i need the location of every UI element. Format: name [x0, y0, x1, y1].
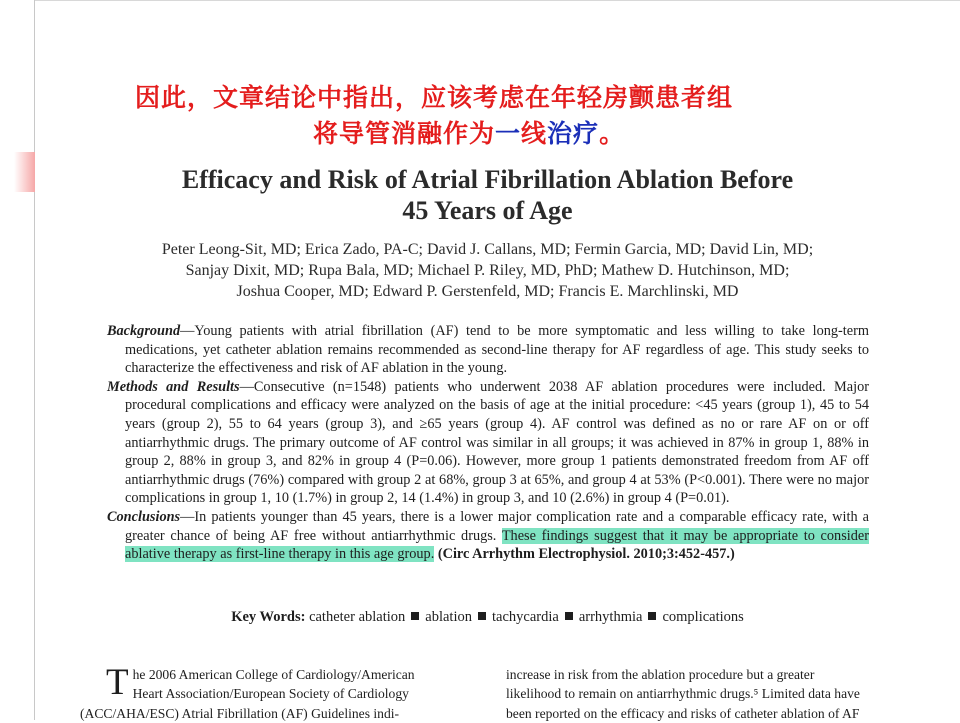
annotation-blue-segment: 治疗: [547, 119, 600, 148]
annotation-segment: 将导管消融作为: [313, 119, 496, 148]
body-column-left: [80, 662, 468, 723]
author-line: Sanjay Dixit, MD; Rupa Bala, MD; Michael P. Riley, MD, PhD; Mathew D. Hutchinson, MD;: [185, 262, 790, 279]
body-line: likelihood to remain on antiarrhythmic drugs.⁵ Limited data have: [506, 686, 860, 702]
keyword: catheter ablation: [309, 609, 406, 625]
author-list: [100, 239, 875, 302]
author-line: Joshua Cooper, MD; Edward P. Gerstenfeld, MD; Francis E. Marchlinski, MD: [236, 283, 739, 300]
keyword: complications: [662, 609, 744, 625]
body-line: he 2006 American College of Cardiology/American: [132, 667, 415, 682]
methods-text: —Consecutive (n=1548) patients who underwent 2038 AF ablation procedures were included. Major procedural complications and efficacy were analyzed on the basis of age at the initial procedure: <45 years (group 1), 45 to 54 years (group 2), 55 to 64 years (group 3), and ≥65 years (group 4). AF control was defined as no or rare AF on or off antiarrhythmic drugs. The primary outcome of AF control was similar in all groups; it was achieved in 87% in group 1, 88% in group 2, 88% in group 3, and 82% in group 4 (P=0.06). However, more group 1 patients demonstrated freedom from AF off antiarrhythmic drugs (76%) compared with group 2 at 68%, group 3 at 65%, and group 4 at 53% (P<0.001). There were no major complications in group 1, 10 (1.7%) in group 2, 14 (1.4%) in group 3, and 10 (2.6%) in group 4 (P=0.01).: [125, 378, 869, 507]
keyword: tachycardia: [492, 609, 559, 625]
abstract-background: [107, 322, 869, 378]
annotation-segment: 。: [599, 119, 626, 148]
citation: (Circ Arrhythm Electrophysiol. 2010;3:452-457.): [437, 546, 735, 563]
abstract-conclusions: [107, 508, 869, 564]
drop-cap: T: [106, 662, 129, 703]
keyword: arrhythmia: [578, 609, 643, 625]
square-bullet-icon: [565, 612, 573, 620]
annotation-blue-segment: 一: [495, 119, 522, 148]
square-bullet-icon: [478, 612, 486, 620]
chinese-annotation-line2: [313, 114, 625, 150]
square-bullet-icon: [411, 612, 419, 620]
body-line: (ACC/AHA/ESC) Atrial Fibrillation (AF) Guidelines indi-: [80, 705, 400, 721]
red-side-marker: [14, 152, 35, 192]
body-line: been reported on the efficacy and risks of catheter ablation of AF: [506, 705, 860, 721]
key-words: [100, 609, 875, 626]
annotation-segment: 线: [521, 119, 548, 148]
page-left-border: [34, 0, 35, 720]
body-column-right: [506, 665, 868, 723]
paper-title-line1: Efficacy and Risk of Atrial Fibrillation Ablation Before: [181, 165, 794, 194]
conclusions-text: —In patients younger than 45 years, there is a lower major complication rate and a comparable efficacy rate, with a greater chance of being AF free without antiarrhythmic drugs.: [125, 508, 869, 544]
page-top-border: [34, 0, 960, 1]
methods-heading: Methods and Results: [107, 378, 240, 395]
author-line: Peter Leong-Sit, MD; Erica Zado, PA-C; David J. Callans, MD; Fermin Garcia, MD; David Lin, MD;: [161, 241, 814, 258]
key-words-label: Key Words:: [231, 609, 306, 625]
chinese-annotation-line1: 因此，文章结论中指出，应该考虑在年轻房颤患者组: [135, 83, 734, 112]
conclusions-heading: Conclusions: [107, 508, 181, 525]
highlighted-conclusion: These findings suggest that it may be appropriate to consider ablative therapy as first-line therapy in this age group.: [125, 527, 869, 563]
abstract-methods: [107, 378, 869, 508]
body-line: increase in risk from the ablation procedure but a greater: [506, 667, 815, 682]
square-bullet-icon: [648, 612, 656, 620]
background-text: —Young patients with atrial fibrillation (AF) tend to be more symptomatic and less willing to take long-term medications, yet catheter ablation remains recommended as second-line therapy for AF regardless of age. This study seeks to characterize the effectiveness and risk of AF ablation in the young.: [125, 323, 869, 377]
abstract: [107, 322, 869, 564]
paper-title-line2: 45 Years of Age: [402, 196, 573, 225]
keyword: ablation: [425, 609, 472, 625]
body-line: Heart Association/European Society of Cardiology: [132, 686, 409, 702]
background-heading: Background: [107, 323, 181, 339]
